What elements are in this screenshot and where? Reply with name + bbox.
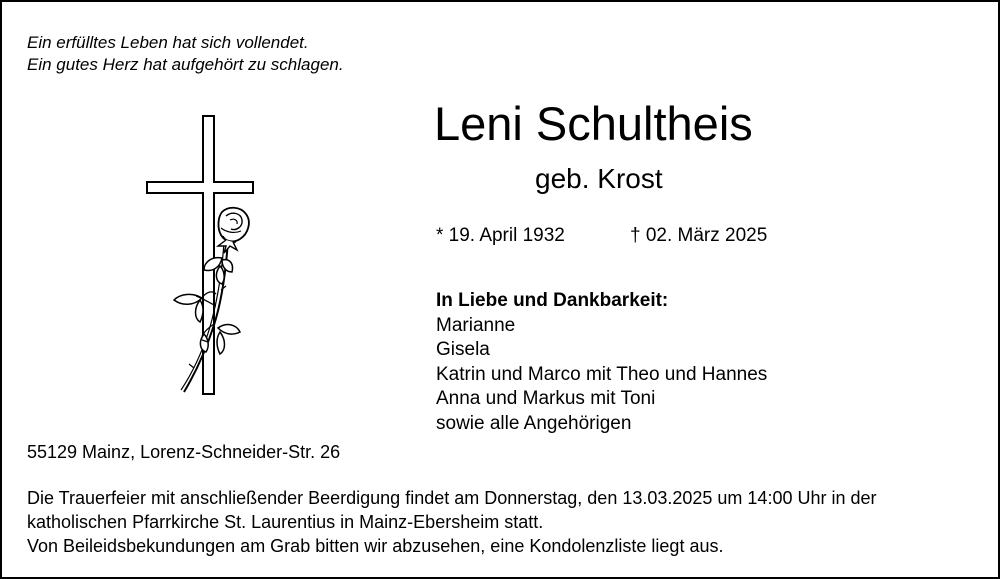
motto-line-2: Ein gutes Herz hat aufgehört zu schlagen.: [27, 55, 344, 74]
motto-line-1: Ein erfülltes Leben hat sich vollendet.: [27, 33, 309, 52]
mourner-name: Marianne: [436, 314, 516, 336]
notice-line-3: Von Beileidsbekundungen am Grab bitten wir abzusehen, eine Kondolenzliste liegt aus.: [27, 536, 724, 556]
mourner-name: Anna und Markus mit Toni: [436, 388, 656, 409]
family-address: 55129 Mainz, Lorenz-Schneider-Str. 26: [27, 442, 341, 462]
funeral-notice: [27, 486, 877, 558]
mourner-name: Katrin und Marco mit Theo und Hannes: [436, 363, 768, 385]
mourner-name: Gisela: [436, 339, 490, 360]
cross-with-rose-icon: [142, 110, 262, 405]
motto: [27, 32, 344, 76]
deceased-name: Leni Schultheis: [434, 97, 753, 150]
mourners-list: [436, 289, 767, 436]
notice-line-2: katholischen Pfarrkirche St. Laurentius in Mainz-Ebersheim statt.: [27, 512, 544, 532]
birth-date: * 19. April 1932: [436, 225, 565, 246]
death-date: † 02. März 2025: [630, 225, 768, 246]
maiden-name: geb. Krost: [535, 163, 663, 194]
mourners-heading: In Liebe und Dankbarkeit:: [436, 290, 669, 311]
mourner-name: sowie alle Angehörigen: [436, 412, 632, 434]
notice-line-1: Die Trauerfeier mit anschließender Beerdigung findet am Donnerstag, den 13.03.2025 um 14:00 Uhr in der: [27, 488, 877, 508]
